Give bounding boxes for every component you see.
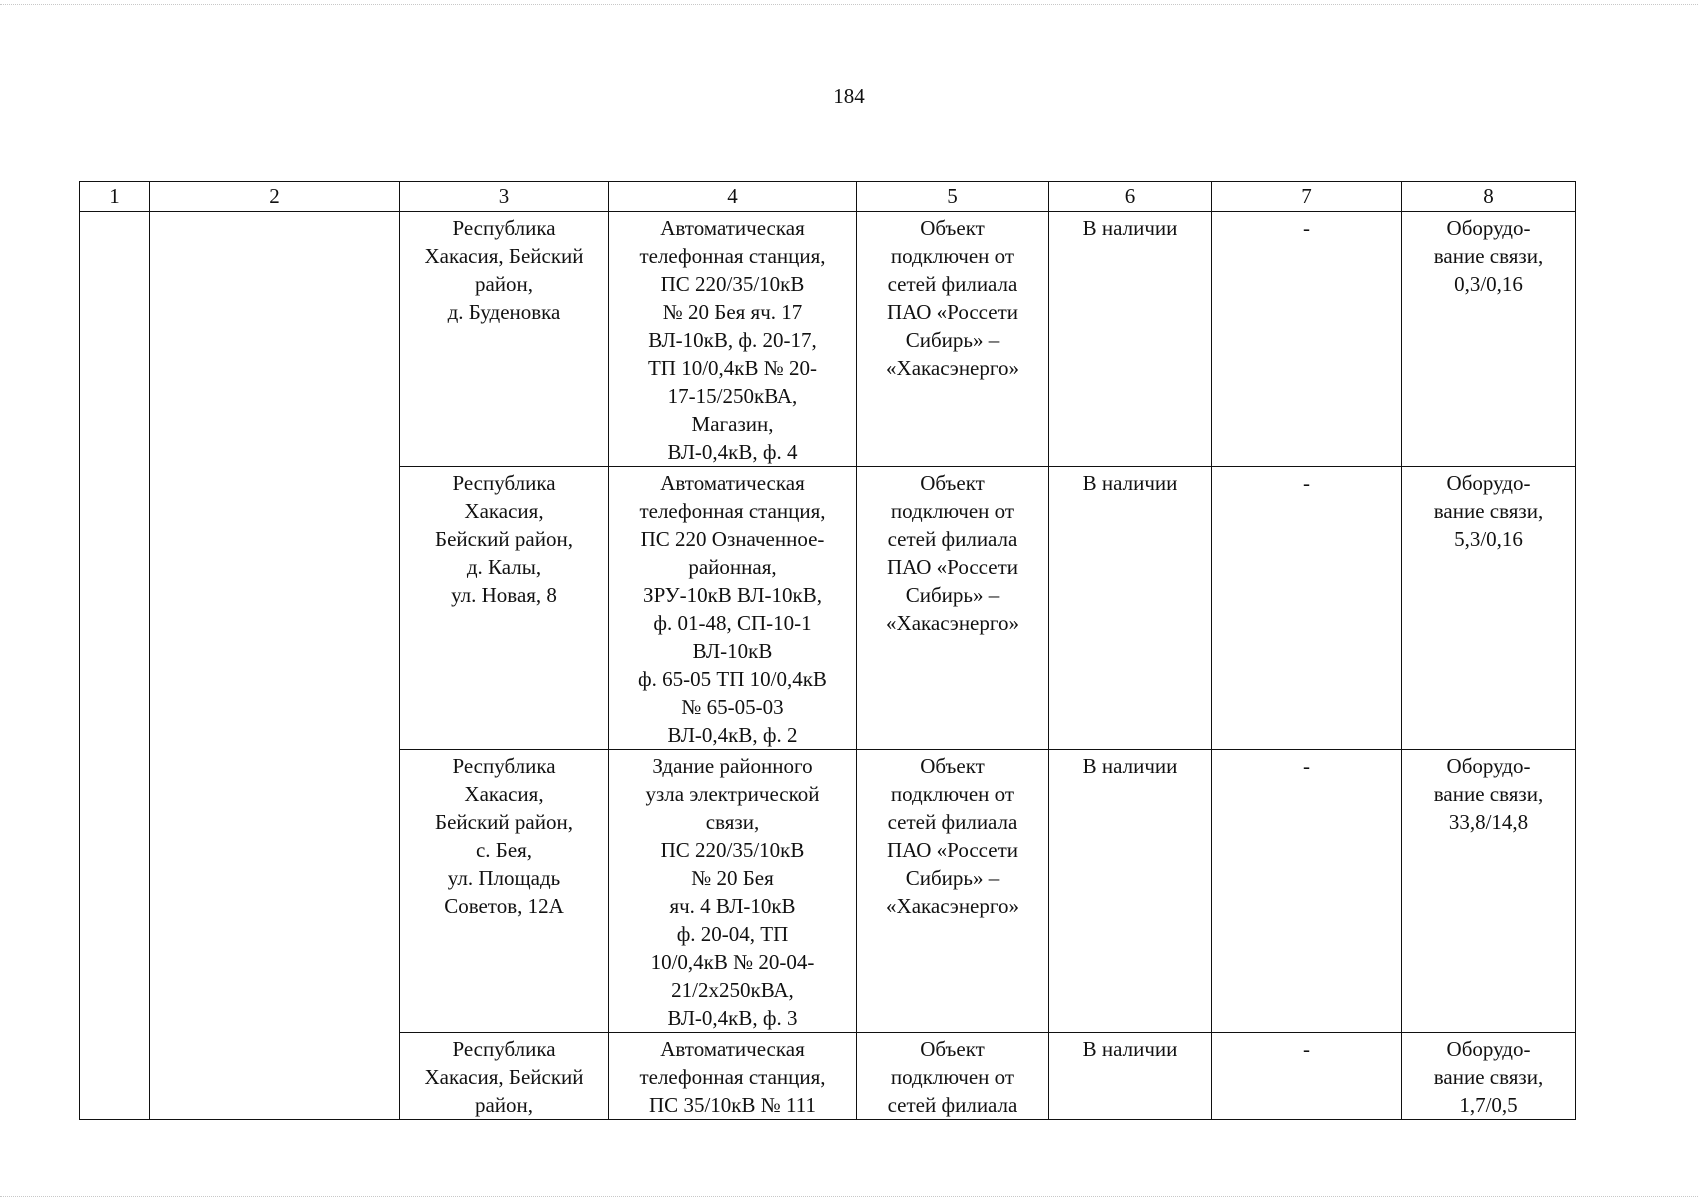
table-row xyxy=(80,212,1576,467)
cell-object: Здание районного узла электрической связи, ПС 220/35/10кВ № 20 Бея яч. 4 ВЛ-10кВ ф. 20-04, ТП 10/0,4кВ № 20-04- 21/2х250кВА, ВЛ-0,4кВ, ф. 3 xyxy=(609,750,857,1033)
col-header-6: 6 xyxy=(1049,182,1212,212)
cell-object: Автоматическая телефонная станция, ПС 35/10кВ № 111 xyxy=(609,1033,857,1120)
cell-availability: В наличии xyxy=(1049,1033,1212,1120)
cell-col7: - xyxy=(1212,1033,1402,1120)
cell-address: Республика Хакасия, Бейский район, д. Калы, ул. Новая, 8 xyxy=(400,467,609,750)
cell-availability: В наличии xyxy=(1049,750,1212,1033)
cell-equipment: Оборудо- вание связи, 1,7/0,5 xyxy=(1402,1033,1576,1120)
cell-connection: Объект подключен от сетей филиала ПАО «Россети Сибирь» – «Хакасэнерго» xyxy=(857,212,1049,467)
scan-artifact-bottom xyxy=(0,1196,1698,1199)
cell-col7: - xyxy=(1212,212,1402,467)
col-header-7: 7 xyxy=(1212,182,1402,212)
cell-equipment: Оборудо- вание связи, 33,8/14,8 xyxy=(1402,750,1576,1033)
cell-object: Автоматическая телефонная станция, ПС 220/35/10кВ № 20 Бея яч. 17 ВЛ-10кВ, ф. 20-17, ТП 10/0,4кВ № 20- 17-15/250кВА, Магазин, ВЛ-0,4кВ, ф. 4 xyxy=(609,212,857,467)
data-table xyxy=(79,181,1576,1120)
cell-object: Автоматическая телефонная станция, ПС 220 Означенное- районная, ЗРУ-10кВ ВЛ-10кВ, ф. 01-48, СП-10-1 ВЛ-10кВ ф. 65-05 ТП 10/0,4кВ № 65-05-03 ВЛ-0,4кВ, ф. 2 xyxy=(609,467,857,750)
cell-address: Республика Хакасия, Бейский район, с. Бея, ул. Площадь Советов, 12А xyxy=(400,750,609,1033)
cell-connection: Объект подключен от сетей филиала ПАО «Россети Сибирь» – «Хакасэнерго» xyxy=(857,750,1049,1033)
scan-artifact-top xyxy=(0,4,1698,7)
cell-equipment: Оборудо- вание связи, 5,3/0,16 xyxy=(1402,467,1576,750)
page-number: 184 xyxy=(833,84,865,108)
cell-col2-blank xyxy=(150,212,400,1120)
cell-equipment: Оборудо- вание связи, 0,3/0,16 xyxy=(1402,212,1576,467)
cell-col7: - xyxy=(1212,467,1402,750)
col-header-4: 4 xyxy=(609,182,857,212)
cell-connection: Объект подключен от сетей филиала xyxy=(857,1033,1049,1120)
cell-col7: - xyxy=(1212,750,1402,1033)
col-header-2: 2 xyxy=(150,182,400,212)
col-header-1: 1 xyxy=(80,182,150,212)
cell-availability: В наличии xyxy=(1049,467,1212,750)
col-header-8: 8 xyxy=(1402,182,1576,212)
col-header-3: 3 xyxy=(400,182,609,212)
col-header-5: 5 xyxy=(857,182,1049,212)
cell-col1-blank xyxy=(80,212,150,1120)
cell-address: Республика Хакасия, Бейский район, xyxy=(400,1033,609,1120)
header-row xyxy=(80,182,1576,212)
cell-connection: Объект подключен от сетей филиала ПАО «Россети Сибирь» – «Хакасэнерго» xyxy=(857,467,1049,750)
cell-address: Республика Хакасия, Бейский район, д. Буденовка xyxy=(400,212,609,467)
cell-availability: В наличии xyxy=(1049,212,1212,467)
